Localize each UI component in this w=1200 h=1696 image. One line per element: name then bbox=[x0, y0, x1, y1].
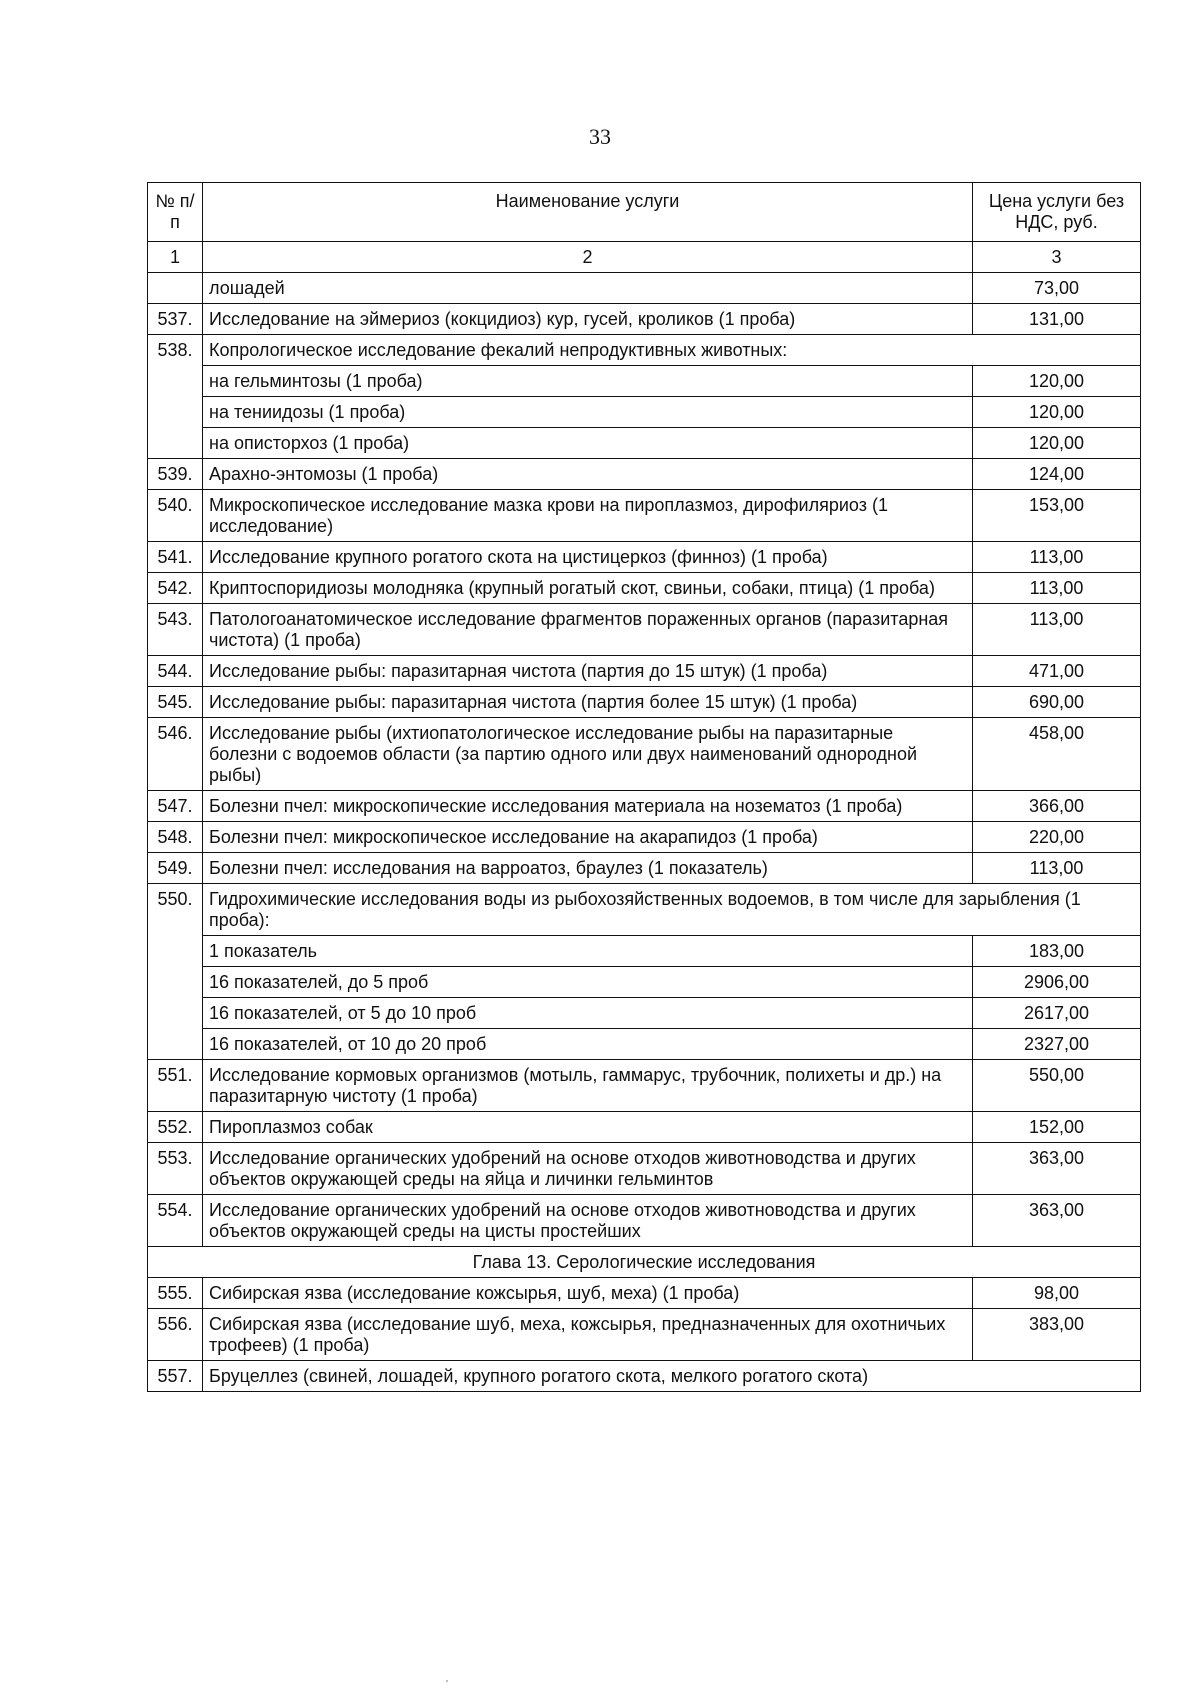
table-row bbox=[148, 1143, 1141, 1195]
table-row bbox=[148, 822, 1141, 853]
table-row bbox=[148, 718, 1141, 791]
service-name: Исследование органических удобрений на основе отходов животноводства и других объектов окружающей среды на цисты простейших bbox=[203, 1195, 973, 1247]
row-number: 547. bbox=[148, 791, 203, 822]
table-row bbox=[148, 1060, 1141, 1112]
table-subrow bbox=[148, 366, 1141, 397]
service-price: 2906,00 bbox=[973, 967, 1141, 998]
table-row bbox=[148, 1278, 1141, 1309]
service-name: Исследование на эймериоз (кокцидиоз) кур, гусей, кроликов (1 проба) bbox=[203, 304, 973, 335]
row-number: 557. bbox=[148, 1361, 203, 1392]
service-name: Исследование рыбы: паразитарная чистота (партия более 15 штук) (1 проба) bbox=[203, 687, 973, 718]
row-number: 544. bbox=[148, 656, 203, 687]
service-name: Исследование кормовых организмов (мотыль, гаммарус, трубочник, полихеты и др.) на паразитарную чистоту (1 проба) bbox=[203, 1060, 973, 1112]
column-index-row bbox=[148, 242, 1141, 273]
table-row bbox=[148, 1361, 1141, 1392]
service-price: 471,00 bbox=[973, 656, 1141, 687]
row-number: 549. bbox=[148, 853, 203, 884]
table-row bbox=[148, 304, 1141, 335]
row-number: 542. bbox=[148, 573, 203, 604]
service-name: Исследование рыбы: паразитарная чистота (партия до 15 штук) (1 проба) bbox=[203, 656, 973, 687]
service-price: 124,00 bbox=[973, 459, 1141, 490]
service-price: 120,00 bbox=[973, 428, 1141, 459]
table-subrow bbox=[148, 936, 1141, 967]
row-number: 543. bbox=[148, 604, 203, 656]
service-name: Микроскопическое исследование мазка крови на пироплазмоз, дирофиляриоз (1 исследование) bbox=[203, 490, 973, 542]
table-row bbox=[148, 687, 1141, 718]
table-subrow bbox=[148, 428, 1141, 459]
service-name: Болезни пчел: микроскопические исследования материала на нозематоз (1 проба) bbox=[203, 791, 973, 822]
service-name: на тениидозы (1 проба) bbox=[203, 397, 973, 428]
service-price: 383,00 bbox=[973, 1309, 1141, 1361]
service-price: 2327,00 bbox=[973, 1029, 1141, 1060]
service-price: 113,00 bbox=[973, 604, 1141, 656]
service-name: на описторхоз (1 проба) bbox=[203, 428, 973, 459]
service-price: 363,00 bbox=[973, 1143, 1141, 1195]
service-name: 1 показатель bbox=[203, 936, 973, 967]
service-price: 98,00 bbox=[973, 1278, 1141, 1309]
row-number: 555. bbox=[148, 1278, 203, 1309]
service-group-name: Копрологическое исследование фекалий непродуктивных животных: bbox=[203, 335, 1141, 366]
service-price: 113,00 bbox=[973, 853, 1141, 884]
service-price: 366,00 bbox=[973, 791, 1141, 822]
service-price: 73,00 bbox=[973, 273, 1141, 304]
service-name: Болезни пчел: исследования на варроатоз, браулез (1 показатель) bbox=[203, 853, 973, 884]
service-name: Исследование крупного рогатого скота на цистицеркоз (финноз) (1 проба) bbox=[203, 542, 973, 573]
service-name: Пироплазмоз собак bbox=[203, 1112, 973, 1143]
row-number: 550. bbox=[148, 884, 203, 1060]
chapter-heading: Глава 13. Серологические исследования bbox=[148, 1247, 1141, 1278]
row-number: 545. bbox=[148, 687, 203, 718]
table-row bbox=[148, 1112, 1141, 1143]
row-number: 552. bbox=[148, 1112, 203, 1143]
table-subrow bbox=[148, 397, 1141, 428]
table-row bbox=[148, 884, 1141, 936]
table-row bbox=[148, 791, 1141, 822]
table-row bbox=[148, 1195, 1141, 1247]
table-row bbox=[148, 273, 1141, 304]
column-index: 3 bbox=[973, 242, 1141, 273]
table-row bbox=[148, 490, 1141, 542]
service-name: 16 показателей, от 10 до 20 проб bbox=[203, 1029, 973, 1060]
service-price: 550,00 bbox=[973, 1060, 1141, 1112]
service-price: 458,00 bbox=[973, 718, 1141, 791]
page-number: 33 bbox=[589, 124, 611, 149]
header-num: № п/п bbox=[148, 183, 203, 242]
chapter-row bbox=[148, 1247, 1141, 1278]
service-name: 16 показателей, от 5 до 10 проб bbox=[203, 998, 973, 1029]
service-price: 153,00 bbox=[973, 490, 1141, 542]
service-name: Исследование рыбы (ихтиопатологическое исследование рыбы на паразитарные болезни с водоемов области (за партию одного или двух наименований однородной рыбы) bbox=[203, 718, 973, 791]
scan-speck bbox=[446, 1680, 448, 1682]
service-name: Патологоанатомическое исследование фрагментов пораженных органов (паразитарная чистота) (1 проба) bbox=[203, 604, 973, 656]
service-name: Сибирская язва (исследование кожсырья, шуб, меха) (1 проба) bbox=[203, 1278, 973, 1309]
table-row bbox=[148, 1309, 1141, 1361]
service-name: Бруцеллез (свиней, лошадей, крупного рогатого скота, мелкого рогатого скота) bbox=[203, 1361, 1141, 1392]
service-name: Арахно-энтомозы (1 проба) bbox=[203, 459, 973, 490]
table-row bbox=[148, 656, 1141, 687]
column-index: 1 bbox=[148, 242, 203, 273]
row-number: 554. bbox=[148, 1195, 203, 1247]
table-subrow bbox=[148, 1029, 1141, 1060]
service-name: Исследование органических удобрений на основе отходов животноводства и других объектов окружающей среды на яйца и личинки гельминтов bbox=[203, 1143, 973, 1195]
row-number: 541. bbox=[148, 542, 203, 573]
row-number: 546. bbox=[148, 718, 203, 791]
service-price: 120,00 bbox=[973, 397, 1141, 428]
service-name: на гельминтозы (1 проба) bbox=[203, 366, 973, 397]
table-subrow bbox=[148, 998, 1141, 1029]
table-row bbox=[148, 604, 1141, 656]
service-price: 690,00 bbox=[973, 687, 1141, 718]
price-table bbox=[147, 182, 1141, 1392]
row-number: 553. bbox=[148, 1143, 203, 1195]
service-group-name: Гидрохимические исследования воды из рыбохозяйственных водоемов, в том числе для зарыбления (1 проба): bbox=[203, 884, 1141, 936]
table-row bbox=[148, 542, 1141, 573]
table-row bbox=[148, 573, 1141, 604]
service-price: 183,00 bbox=[973, 936, 1141, 967]
row-number: 548. bbox=[148, 822, 203, 853]
row-number: 551. bbox=[148, 1060, 203, 1112]
table-header-row bbox=[148, 183, 1141, 242]
row-number: 540. bbox=[148, 490, 203, 542]
row-number bbox=[148, 273, 203, 304]
service-price: 220,00 bbox=[973, 822, 1141, 853]
service-name: 16 показателей, до 5 проб bbox=[203, 967, 973, 998]
table-subrow bbox=[148, 967, 1141, 998]
service-name: Сибирская язва (исследование шуб, меха, кожсырья, предназначенных для охотничьих трофеев) (1 проба) bbox=[203, 1309, 973, 1361]
row-number: 537. bbox=[148, 304, 203, 335]
service-price: 152,00 bbox=[973, 1112, 1141, 1143]
table-row bbox=[148, 853, 1141, 884]
service-price: 113,00 bbox=[973, 542, 1141, 573]
table-row bbox=[148, 459, 1141, 490]
header-name: Наименование услуги bbox=[203, 183, 973, 242]
service-name: Болезни пчел: микроскопическое исследование на акарапидоз (1 проба) bbox=[203, 822, 973, 853]
table-row bbox=[148, 335, 1141, 366]
service-price: 120,00 bbox=[973, 366, 1141, 397]
column-index: 2 bbox=[203, 242, 973, 273]
service-price: 131,00 bbox=[973, 304, 1141, 335]
row-number: 538. bbox=[148, 335, 203, 459]
service-name: Криптоспоридиозы молодняка (крупный рогатый скот, свиньи, собаки, птица) (1 проба) bbox=[203, 573, 973, 604]
service-name: лошадей bbox=[203, 273, 973, 304]
row-number: 539. bbox=[148, 459, 203, 490]
row-number: 556. bbox=[148, 1309, 203, 1361]
service-price: 2617,00 bbox=[973, 998, 1141, 1029]
service-price: 113,00 bbox=[973, 573, 1141, 604]
header-price: Цена услуги без НДС, руб. bbox=[973, 183, 1141, 242]
service-price: 363,00 bbox=[973, 1195, 1141, 1247]
